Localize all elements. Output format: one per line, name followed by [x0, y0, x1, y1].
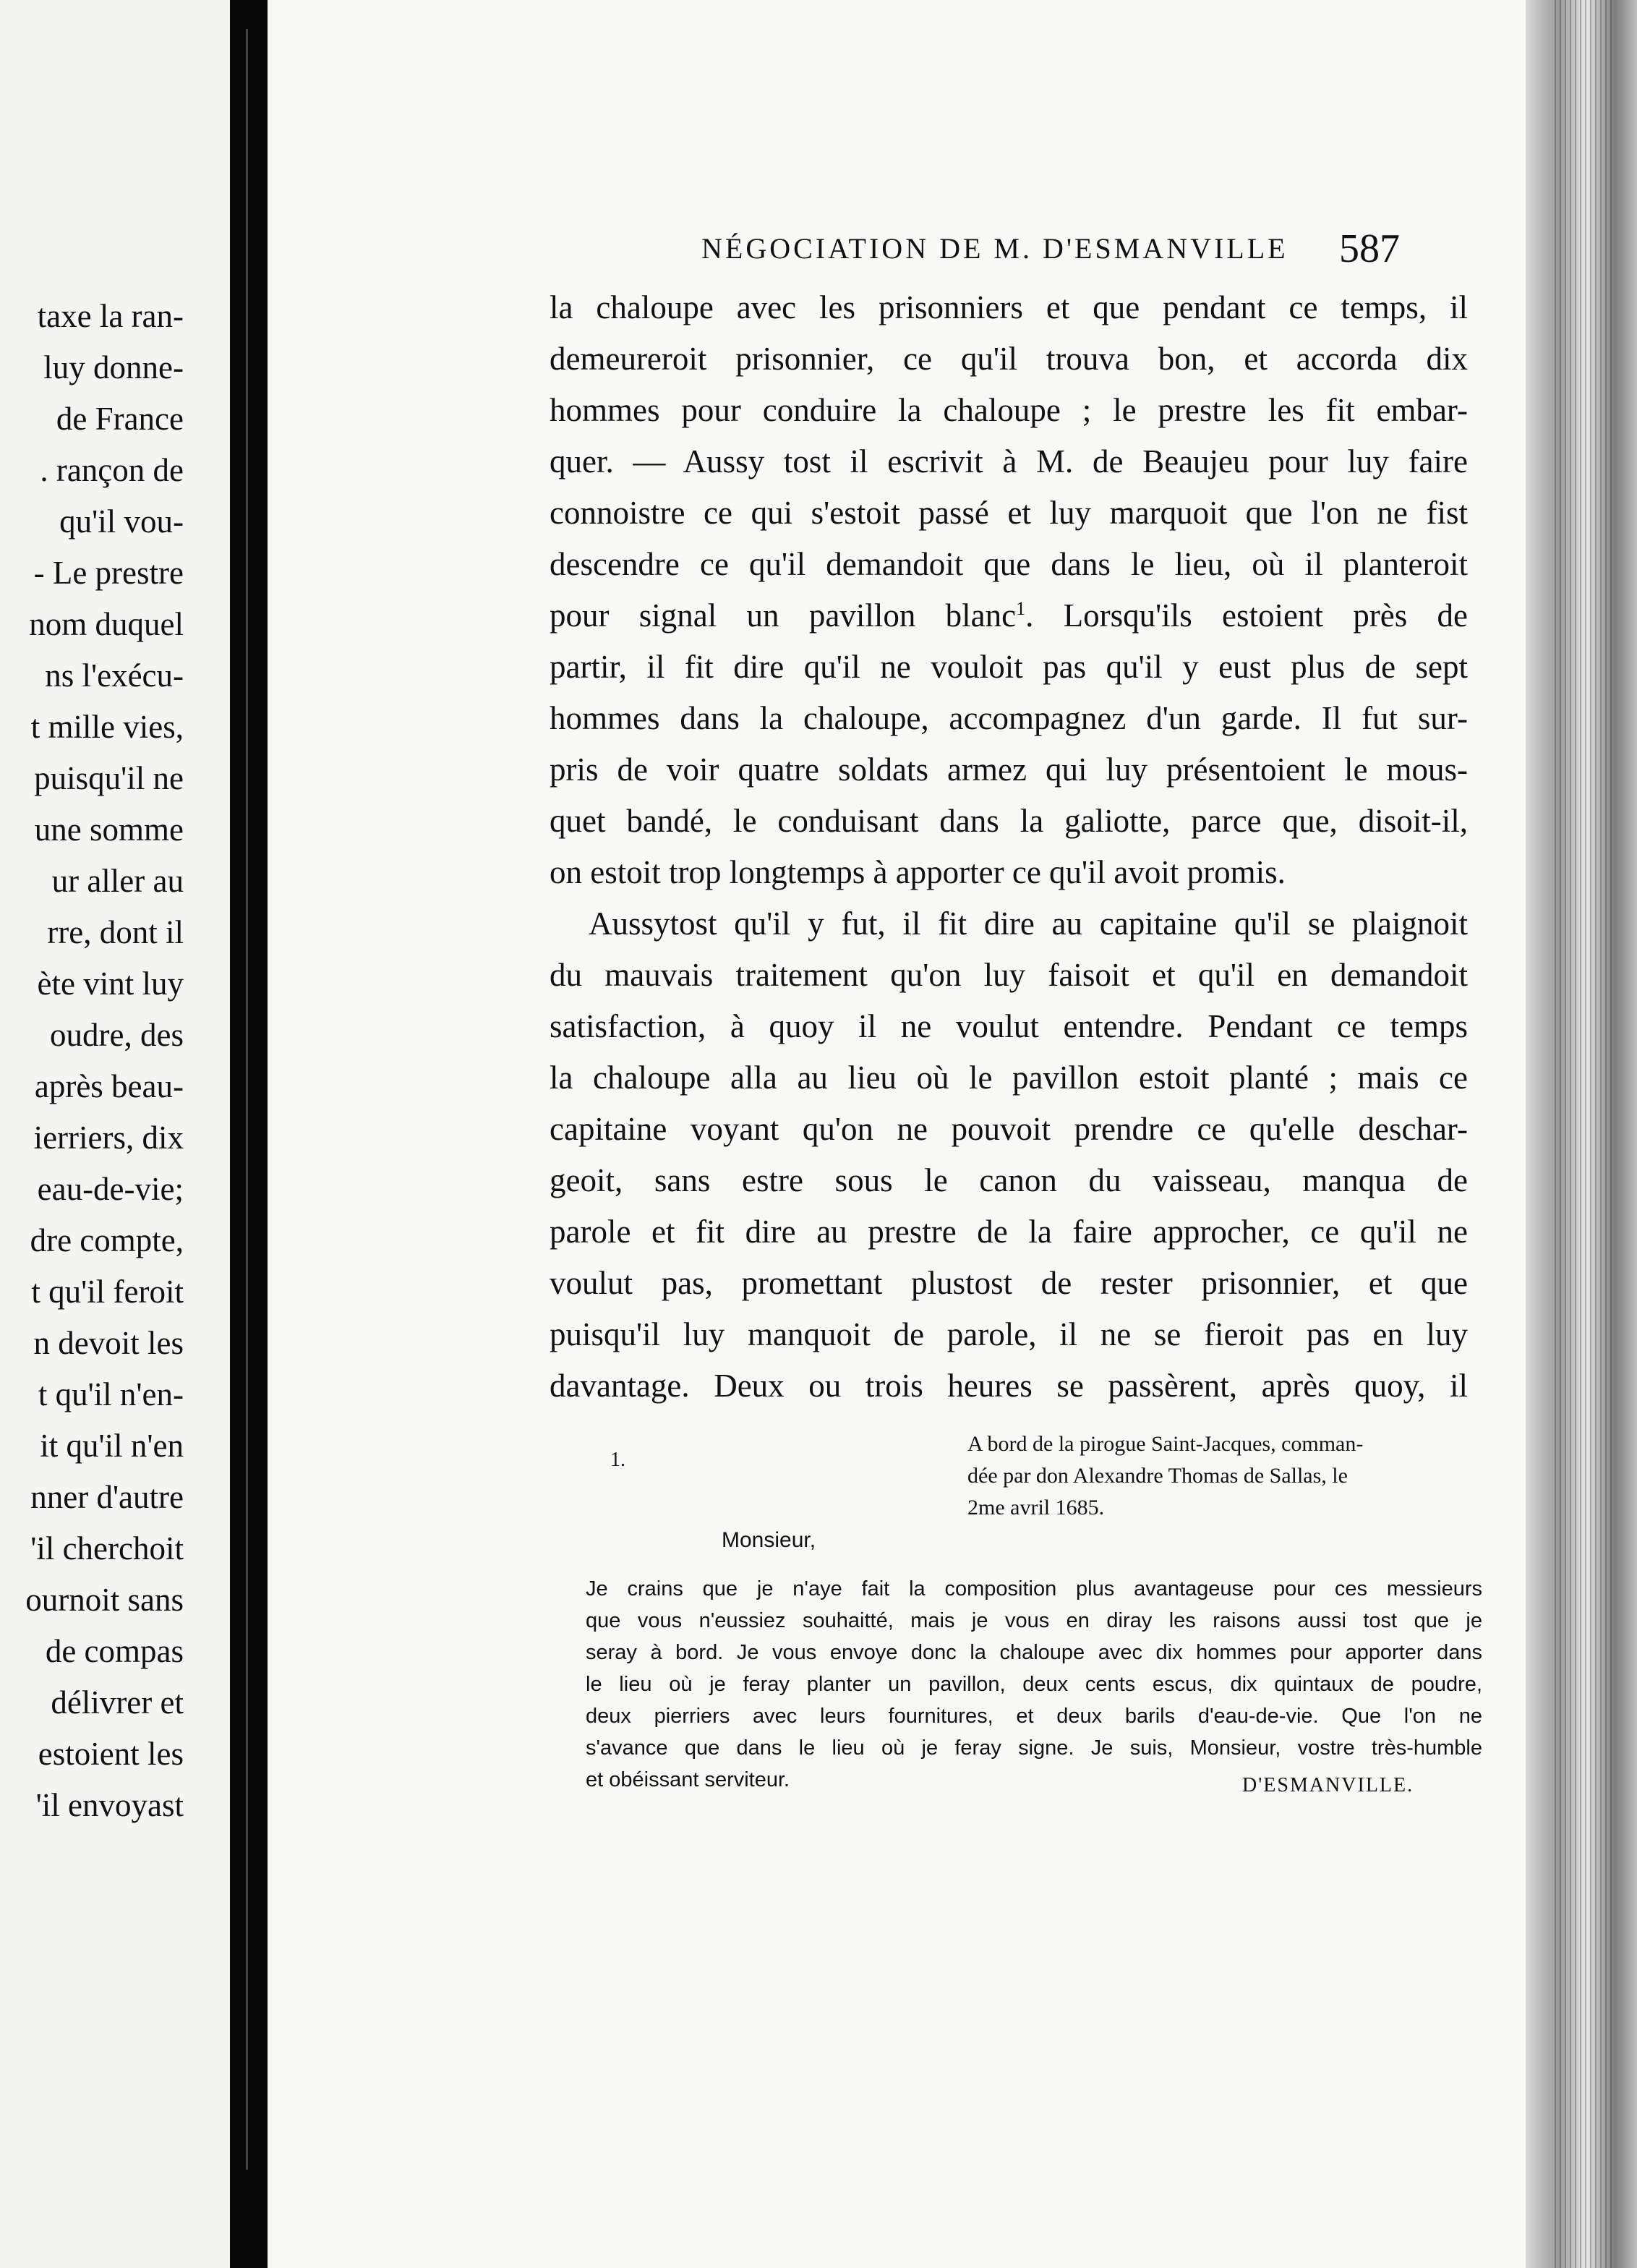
footnote-signature: D'ESMANVILLE.: [1242, 1774, 1414, 1796]
previous-page-line: rre, dont il: [47, 914, 184, 950]
text-line: parole et fit dire au prestre de la faire approcher, ce qu'il ne: [550, 1214, 1468, 1250]
footnote-line: et obéissant serviteur.: [586, 1768, 790, 1791]
previous-page-line: une somme: [34, 811, 184, 848]
text-line: satisfaction, à quoy il ne voulut entendre. Pendant ce temps: [550, 1008, 1468, 1044]
previous-page-line: . rançon de: [40, 452, 184, 488]
text-segment: . Lorsqu'ils estoient près de: [1025, 597, 1468, 634]
text-line: hommes pour conduire la chaloupe ; le prestre les fit embar-: [550, 392, 1468, 428]
text-line: demeureroit prisonnier, ce qu'il trouva bon, et accorda dix: [550, 341, 1468, 377]
text-line: quet bandé, le conduisant dans la galiotte, parce que, disoit-il,: [550, 803, 1468, 839]
footnote-letter-header: [967, 1428, 1474, 1524]
footnote-line: Je crains que je n'aye fait la composition plus avantageuse pour ces messieurs: [586, 1577, 1482, 1600]
previous-page-line: 'il cherchoit: [30, 1530, 184, 1566]
previous-page-line: puisqu'il ne: [34, 760, 184, 796]
text-line: descendre ce qu'il demandoit que dans le lieu, où il planteroit: [550, 546, 1468, 582]
previous-page-line: ur aller au: [51, 863, 184, 899]
text-line: on estoit trop longtemps à apporter ce qu'il avoit promis.: [550, 854, 1286, 890]
previous-page-line: ierriers, dix: [33, 1120, 184, 1156]
footnote-line: s'avance que dans le lieu où je feray signe. Je suis, Monsieur, vostre très-humble: [586, 1736, 1482, 1760]
text-line: capitaine voyant qu'on ne pouvoit prendre ce qu'elle deschar-: [550, 1111, 1468, 1147]
page-number: 587: [1339, 226, 1400, 271]
footnote-header-line: dée par don Alexandre Thomas de Sallas, le: [967, 1464, 1348, 1488]
previous-page-line: dre compte,: [30, 1222, 184, 1258]
footnote-line: deux pierriers avec leurs fournitures, et deux barils d'eau-de-vie. Que l'on ne: [586, 1705, 1482, 1728]
previous-page-line: oudre, des: [50, 1017, 184, 1053]
running-head-title: NÉGOCIATION DE M. D'ESMANVILLE: [701, 232, 1288, 265]
text-line: hommes dans la chaloupe, accompagnez d'un garde. Il fut sur-: [550, 700, 1468, 736]
previous-page-line: t qu'il n'en-: [38, 1376, 184, 1412]
book-gutter: [230, 0, 268, 2268]
previous-page-line: ns l'exécu-: [45, 657, 184, 694]
footnote-number: 1.: [610, 1449, 625, 1471]
text-segment: pour signal un pavillon blanc: [550, 597, 1017, 634]
previous-page-line: t qu'il feroit: [31, 1274, 184, 1310]
footnote-salutation: Monsieur,: [722, 1528, 816, 1552]
footnote-letter-body: [586, 1573, 1482, 1796]
text-line: du mauvais traitement qu'on luy faisoit et qu'il en demandoit: [550, 957, 1468, 993]
footnote-line: que vous n'eussiez souhaitté, mais je vous en diray les raisons aussi tost que je: [586, 1609, 1482, 1632]
footnote-marker[interactable]: 1: [1016, 598, 1026, 619]
previous-page-line: qu'il vou-: [59, 503, 184, 540]
previous-page-text: [0, 291, 184, 1831]
running-head: [484, 226, 1468, 269]
gutter-divider: [246, 29, 248, 2170]
footnote-header-line: 2me avril 1685.: [967, 1496, 1105, 1519]
previous-page-line: taxe la ran-: [37, 298, 184, 334]
text-line: connoistre ce qui s'estoit passé et luy marquoit que l'on ne fist: [550, 495, 1468, 531]
previous-page-line: t mille vies,: [30, 709, 184, 745]
text-line: Aussytost qu'il y fut, il fit dire au capitaine qu'il se plaignoit: [589, 905, 1468, 942]
previous-page-line: de compas: [45, 1633, 184, 1669]
previous-page-line: n devoit les: [33, 1325, 184, 1361]
text-line: la chaloupe alla au lieu où le pavillon estoit planté ; mais ce: [550, 1060, 1468, 1096]
text-line: geoit, sans estre sous le canon du vaisseau, manqua de: [550, 1162, 1468, 1198]
previous-page-line: nner d'autre: [30, 1479, 184, 1515]
previous-page-line: après beau-: [34, 1068, 184, 1104]
previous-page-line: ète vint luy: [37, 965, 184, 1002]
text-line: quer. — Aussy tost il escrivit à M. de Beaujeu pour luy faire: [550, 443, 1468, 479]
current-page: [268, 0, 1526, 2268]
previous-page-line: it qu'il n'en: [40, 1428, 184, 1464]
previous-page-line: - Le prestre: [33, 555, 184, 591]
previous-page-line: estoient les: [38, 1736, 184, 1772]
text-line-with-note: [550, 590, 1468, 641]
text-line: voulut pas, promettant plustost de rester prisonnier, et que: [550, 1265, 1468, 1301]
footnote-line: seray à bord. Je vous envoye donc la chaloupe avec dix hommes pour apporter dans: [586, 1641, 1482, 1664]
text-line: pris de voir quatre soldats armez qui luy présentoient le mous-: [550, 751, 1468, 788]
text-line: davantage. Deux ou trois heures se passèrent, après quoy, il: [550, 1368, 1468, 1404]
footnote-line: le lieu où je feray planter un pavillon, deux cents escus, dix quintaux de poudre,: [586, 1673, 1482, 1696]
previous-page-line: 'il envoyast: [35, 1787, 184, 1823]
text-line: la chaloupe avec les prisonniers et que pendant ce temps, il: [550, 289, 1468, 325]
main-text-block: [550, 282, 1468, 1412]
previous-page-line: nom duquel: [29, 606, 184, 642]
previous-page-line: luy donne-: [43, 349, 184, 385]
text-line: partir, il fit dire qu'il ne vouloit pas qu'il y eust plus de sept: [550, 649, 1468, 685]
footnote-header-line: A bord de la pirogue Saint-Jacques, comman-: [967, 1432, 1364, 1456]
previous-page-line: eau-de-vie;: [37, 1171, 184, 1207]
previous-page-line: ournoit sans: [25, 1582, 184, 1618]
previous-page-line: délivrer et: [51, 1684, 184, 1721]
previous-page-strip: [0, 0, 230, 2268]
text-line: puisqu'il luy manquoit de parole, il ne se fieroit pas en luy: [550, 1316, 1468, 1352]
page-edge-texture: [1555, 0, 1612, 2268]
previous-page-line: de France: [56, 401, 184, 437]
